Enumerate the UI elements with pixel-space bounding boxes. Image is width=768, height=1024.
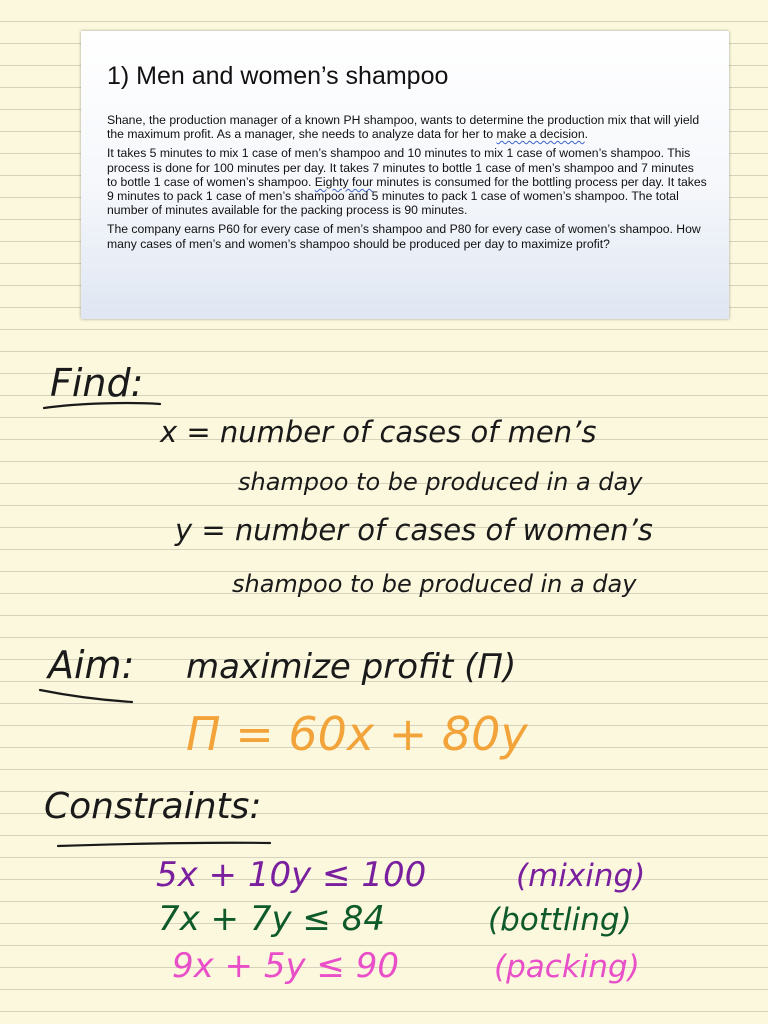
problem-paragraph-profit: The company earns P60 for every case of men’s shampoo and P80 for every case of women’s shampoo. How many cases of men’s and women’s shampoo should be produced per day to maximize profit? <box>107 222 701 251</box>
y-definition-line2: shampoo to be produced in a day <box>232 570 637 598</box>
constraint-packing: 9x + 5y ≤ 90 <box>172 946 399 986</box>
label-packing: (packing) <box>494 949 640 985</box>
intro-text-end: . <box>584 127 589 142</box>
label-bottling: (bottling) <box>488 902 632 938</box>
constraints-underline <box>58 843 270 846</box>
problem-paragraph-intro <box>107 113 707 141</box>
problem-paragraph-constraints <box>107 146 707 217</box>
find-heading: Find: <box>50 361 144 405</box>
problem-slide <box>81 31 729 319</box>
x-definition-line2: shampoo to be produced in a day <box>238 468 643 496</box>
objective-function: Π = 60x + 80y <box>186 707 528 761</box>
y-definition-line1: y = number of cases of women’s <box>175 513 653 547</box>
aim-underline <box>40 690 132 702</box>
constraints-underlined-phrase: Eighty four <box>314 174 374 189</box>
slide-title: 1) Men and women’s shampoo <box>107 62 449 90</box>
intro-text: Shane, the production manager of a known PH shampoo, wants to determine the production mix that will yield the maximum profit. As a manager, she needs to analyze data for her to <box>107 113 700 142</box>
aim-heading: Aim: <box>48 643 135 687</box>
label-mixing: (mixing) <box>516 858 646 894</box>
constraints-heading: Constraints: <box>44 786 262 827</box>
intro-underlined-phrase: make a decision <box>496 127 585 142</box>
aim-text: maximize profit (Π) <box>186 647 517 687</box>
constraints-text: It takes 5 minutes to mix 1 case of men’s shampoo and 10 minutes to mix 1 case of women’s shampoo. This process is done for 100 minutes per day. It takes 7 minutes to bottle 1 case of men’s shampoo and 7 minutes to bottle 1 case of women’s shampoo. <box>107 146 694 189</box>
constraint-mixing: 5x + 10y ≤ 100 <box>156 855 427 895</box>
constraint-bottling: 7x + 7y ≤ 84 <box>158 899 385 939</box>
handwritten-notes <box>0 340 768 1024</box>
x-definition-line1: x = number of cases of men’s <box>160 415 597 449</box>
constraints-text-end: minutes is consumed for the bottling process per day. It takes 9 minutes to pack 1 case of men’s shampoo and 5 minutes to pack 1 case of women’s shampoo. The total number of minutes available for the packing process is 90 minutes. <box>107 174 707 218</box>
